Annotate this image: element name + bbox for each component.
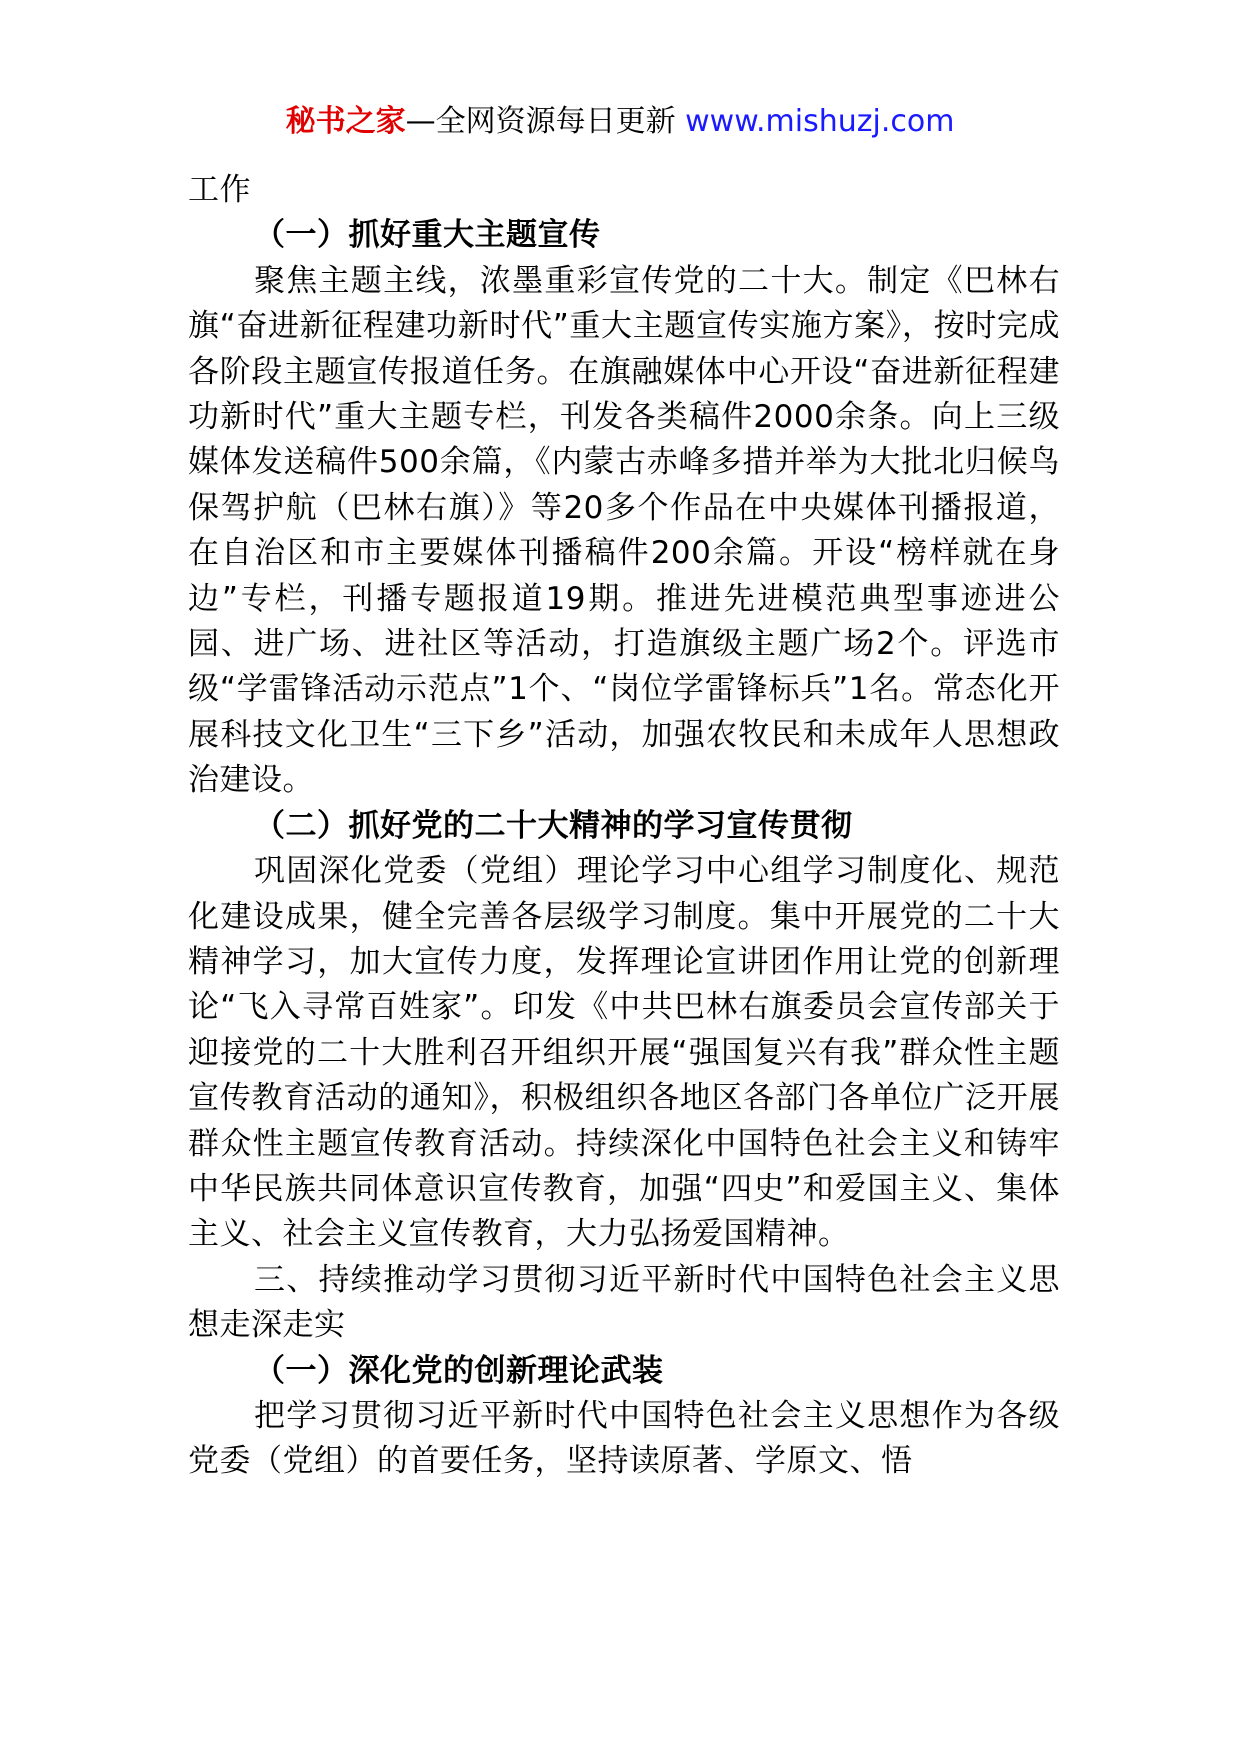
site-header	[0, 102, 1240, 142]
site-url-link[interactable]: www.mishuzj.com	[685, 104, 955, 139]
document-body	[188, 168, 1060, 1485]
chapter-heading-3: 三、持续推动学习贯彻习近平新时代中国特色社会主义思想走深走实	[188, 1261, 1060, 1344]
section-heading-3-1: （一）深化党的创新理论武装	[254, 1352, 664, 1389]
section-heading-1: （一）抓好重大主题宣传	[254, 217, 601, 254]
paragraph-congress-study: 巩固深化党委（党组）理论学习中心组学习制度化、规范化建设成果，健全完善各层级学习制度。集中开展党的二十大精神学习，加大宣传力度，发挥理论宣讲团作用让党的创新理论“飞入寻常百姓家”。印发《中共巴林右旗委员会宣传部关于迎接党的二十大胜利召开组织开展“强国复兴有我”群众性主题宣传教育活动的通知》，积极组织各地区各部门各单位广泛开展群众性主题宣传教育活动。持续深化中国特色社会主义和铸牢中华民族共同体意识宣传教育，加强“四史”和爱国主义、集体主义、社会主义宣传教育，大力弘扬爱国精神。	[188, 853, 1060, 1253]
section-heading-2: （二）抓好党的二十大精神的学习宣传贯彻	[254, 807, 853, 844]
paragraph-continuation: 工作	[188, 172, 251, 208]
paragraph-theme-publicity: 聚焦主题主线，浓墨重彩宣传党的二十大。制定《巴林右旗“奋进新征程建功新时代”重大主题宣传实施方案》，按时完成各阶段主题宣传报道任务。在旗融媒体中心开设“奋进新征程建功新时代”重大主题专栏，刊发各类稿件2000余条。向上三级媒体发送稿件500余篇，《内蒙古赤峰多措并举为大批北归候鸟保驾护航（巴林右旗）》等20多个作品在中央媒体刊播报道，在自治区和市主要媒体刊播稿件200余篇。开设“榜样就在身边”专栏，刊播专题报道19期。推进先进模范典型事迹进公园、进广场、进社区等活动，打造旗级主题广场2个。评选市级“学雷锋活动示范点”1个、“岗位学雷锋标兵”1名。常态化开展科技文化卫生“三下乡”活动，加强农牧民和未成年人思想政治建设。	[188, 262, 1060, 799]
paragraph-theory-arming: 把学习贯彻习近平新时代中国特色社会主义思想作为各级党委（党组）的首要任务，坚持读原著、学原文、悟	[188, 1397, 1060, 1480]
site-tagline: —全网资源每日更新	[405, 104, 686, 139]
site-brand: 秘书之家	[285, 104, 406, 139]
